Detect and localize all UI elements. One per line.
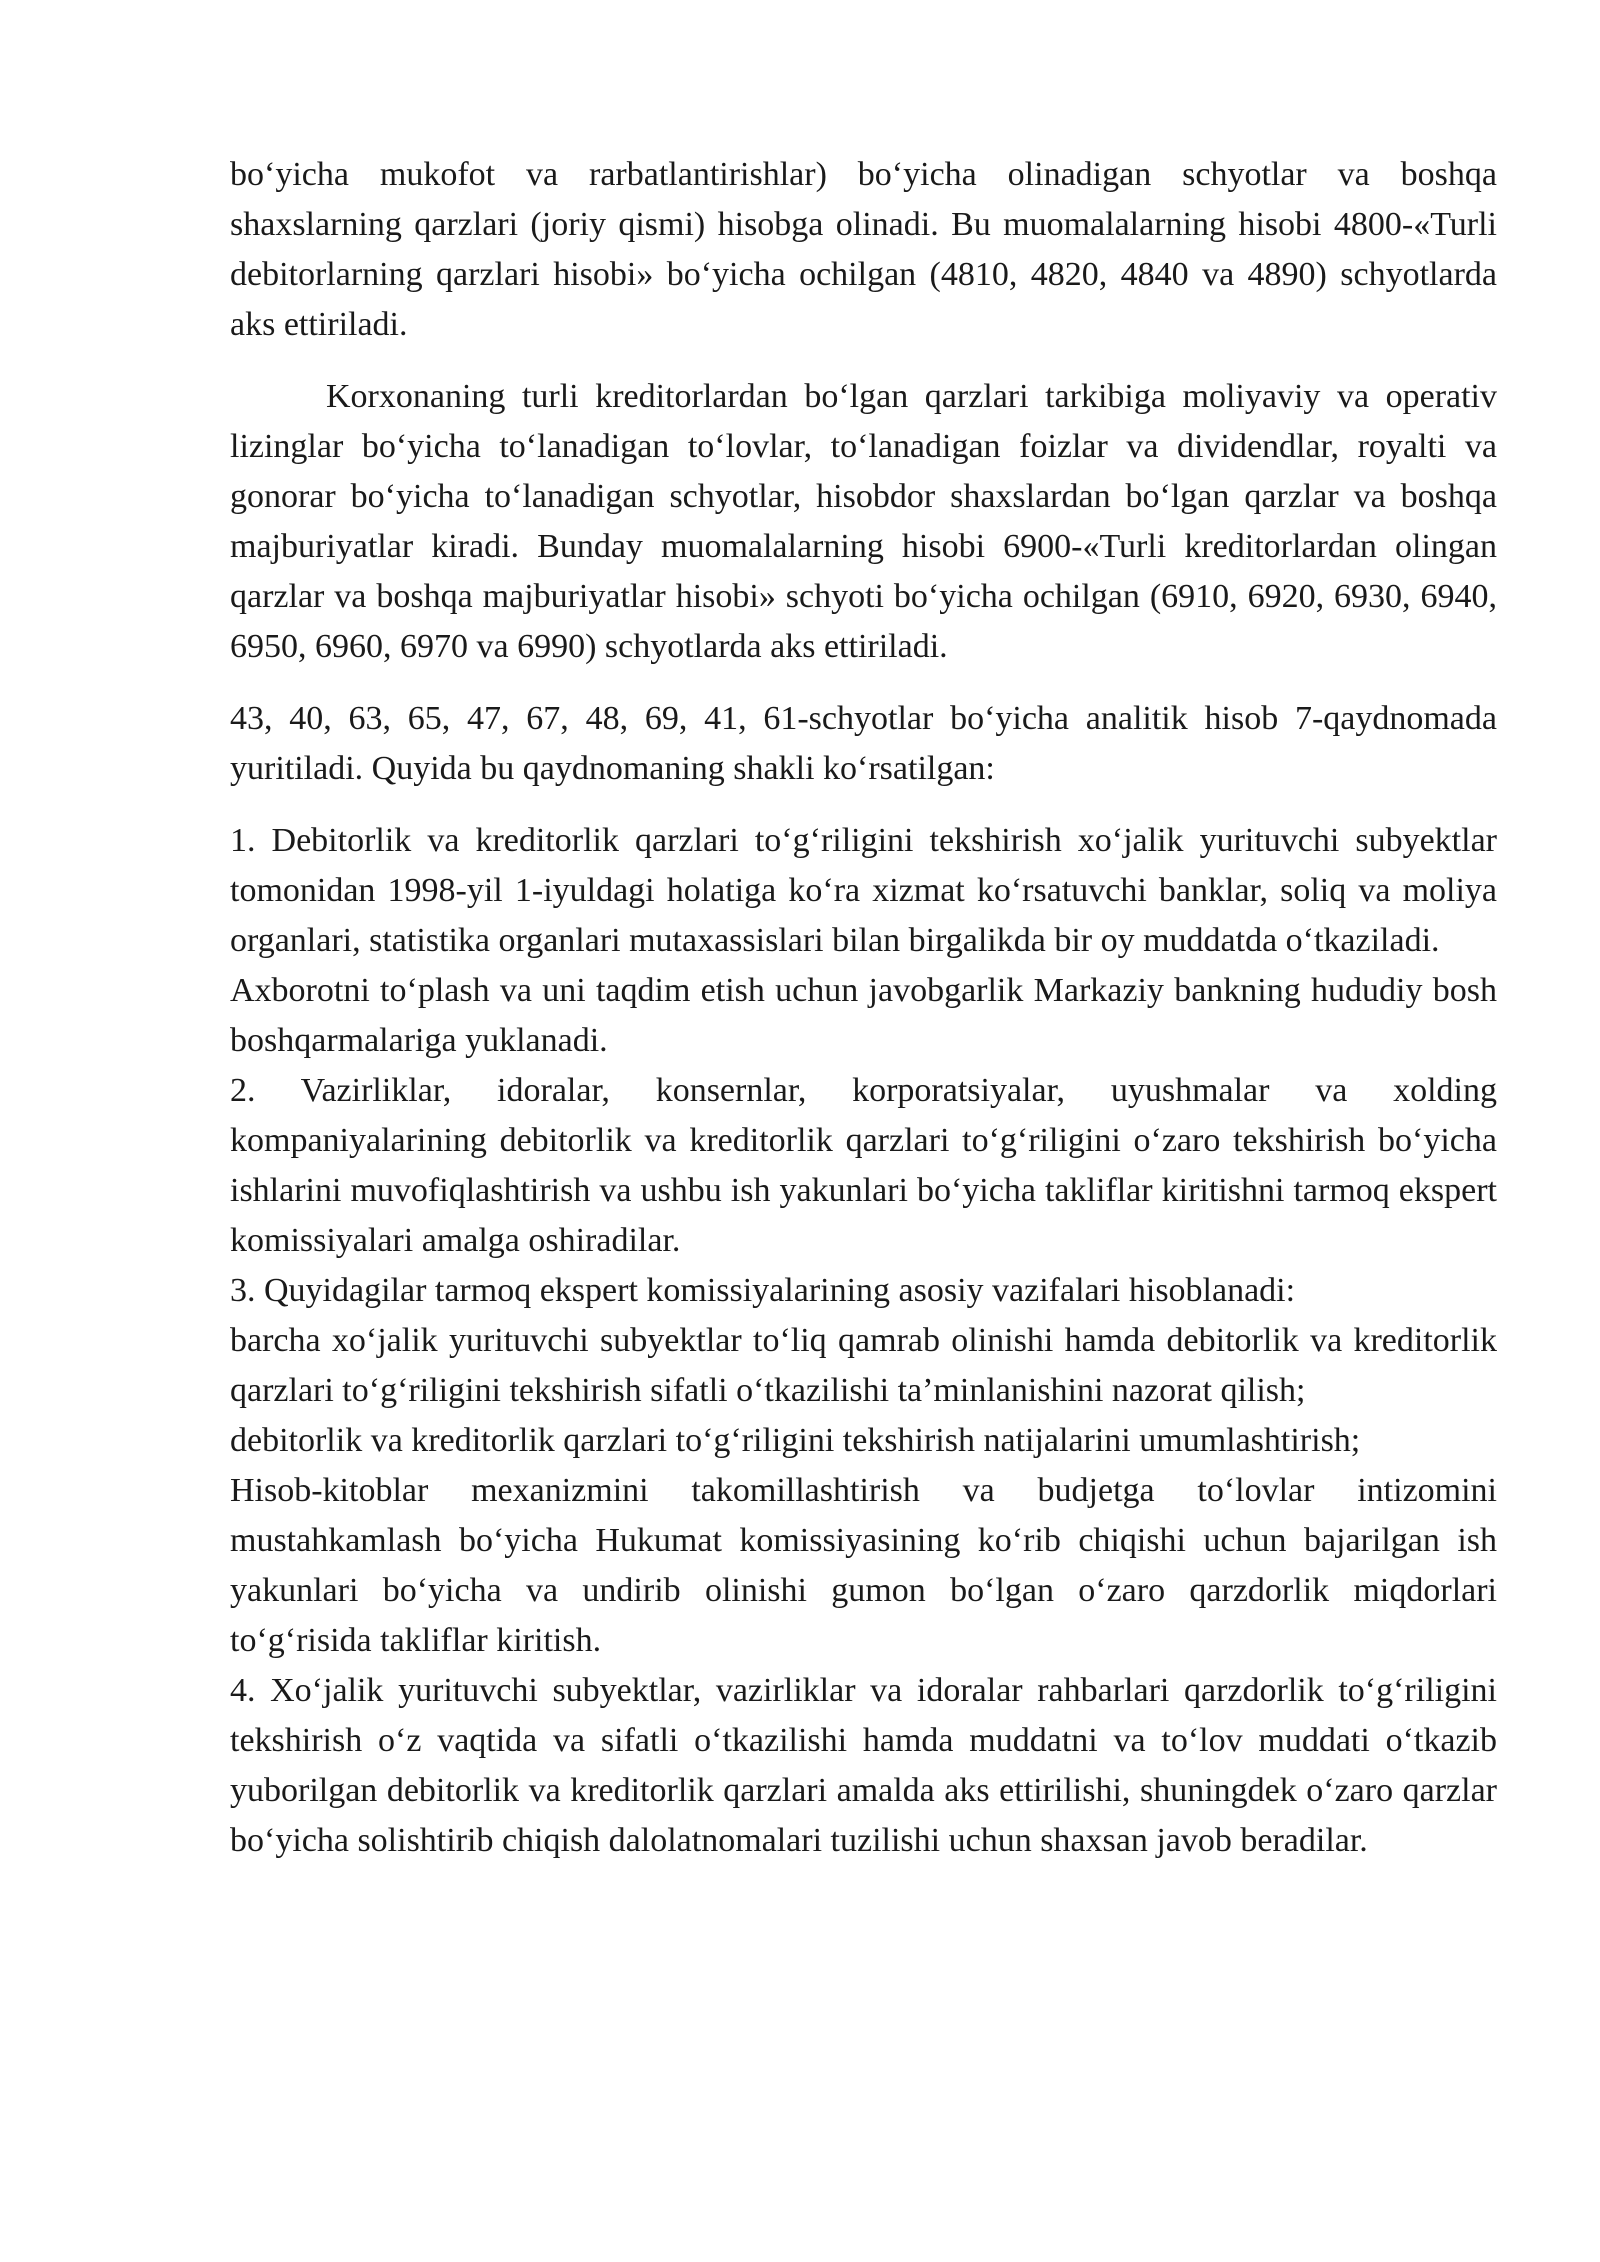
task-results-summary: debitorlik va kreditorlik qarzlari to‘g‘riligini tekshirish natijalarini umumlashtirish; — [230, 1422, 1361, 1459]
task-proposals: Hisob-kitoblar mexanizmini takomillashtirish va budjetga to‘lovlar intizomini mustahkamlash bo‘yicha Hukumat komissiyasining ko‘rib chiqishi uchun bajarilgan ish yakunlari bo‘yicha va undirib olinishi gumon bo‘lgan o‘zaro qarzdorlik miqdorlari to‘g‘risida takliflar kiritish. — [230, 1472, 1497, 1659]
paragraph-creditor-accounts: Korxonaning turli kreditorlardan bo‘lgan qarzlari tarkibiga moliyaviy va operativ lizinglar bo‘yicha to‘lanadigan to‘lovlar, to‘lanadigan foizlar va dividendlar, royalti va gonorar bo‘yicha to‘lanadigan schyotlar, hisobdor shaxslardan bo‘lgan qarzlar va boshqa majburiyatlar kiradi. Bunday muomalalarning hisobi 6900-«Turli kreditorlardan olingan qarzlar va boshqa majburiyatlar hisobi» schyoti bo‘yicha ochilgan (6910, 6920, 6930, 6940, 6950, 6960, 6970 va 6990) schyotlarda aks ettiriladi. — [230, 378, 1497, 665]
list-item-2: 2. Vazirliklar, idoralar, konsernlar, korporatsiyalar, uyushmalar va xolding kompaniyalarining debitorlik va kreditorlik qarzlari to‘g‘riligini o‘zaro tekshirish bo‘yicha ishlarini muvofiqlashtirish va ushbu ish yakunlari bo‘yicha takliflar kiritishni tarmoq ekspert komissiyalari amalga oshiradilar. — [230, 1072, 1497, 1259]
paragraph-debitor-accounts: bo‘yicha mukofot va rarbatlantirishlar) bo‘yicha olinadigan schyotlar va boshqa shaxslarning qarzlari (joriy qismi) hisobga olinadi. Bu muomalalarning hisobi 4800-«Turli debitorlarning qarzlari hisobi» bo‘yicha ochilgan (4810, 4820, 4840 va 4890) schyotlarda aks ettiriladi. — [230, 156, 1497, 343]
list-item-1: 1. Debitorlik va kreditorlik qarzlari to‘g‘riligini tekshirish xo‘jalik yurituvchi subyektlar tomonidan 1998-yil 1-iyuldagi holatiga ko‘ra xizmat ko‘rsatuvchi banklar, soliq va moliya organlari, statistika organlari mutaxassislari bilan birgalikda bir oy muddatda o‘tkaziladi. — [230, 822, 1497, 959]
document-page — [230, 150, 1497, 1866]
paragraph-analytic-register: 43, 40, 63, 65, 47, 67, 48, 69, 41, 61-schyotlar bo‘yicha analitik hisob 7-qaydnomada yuritiladi. Quyida bu qaydnomaning shakli ko‘rsatilgan: — [230, 700, 1497, 787]
paragraph-responsibility: Axborotni to‘plash va uni taqdim etish uchun javobgarlik Markaziy bankning hududiy bosh boshqarmalariga yuklanadi. — [230, 972, 1497, 1059]
task-coverage-control: barcha xo‘jalik yurituvchi subyektlar to‘liq qamrab olinishi hamda debitorlik va kreditorlik qarzlari to‘g‘riligini tekshirish sifatli o‘tkazilishi ta’minlanishini nazorat qilish; — [230, 1322, 1497, 1409]
list-item-3: 3. Quyidagilar tarmoq ekspert komissiyalarining asosiy vazifalari hisoblanadi: — [230, 1272, 1296, 1309]
list-item-4: 4. Xo‘jalik yurituvchi subyektlar, vazirliklar va idoralar rahbarlari qarzdorlik to‘g‘riligini tekshirish o‘z vaqtida va sifatli o‘tkazilishi hamda muddatni va to‘lov muddati o‘tkazib yuborilgan debitorlik va kreditorlik qarzlari amalda aks ettirilishi, shuningdek o‘zaro qarzlar bo‘yicha solishtirib chiqish dalolatnomalari tuzilishi uchun shaxsan javob beradilar. — [230, 1672, 1497, 1859]
